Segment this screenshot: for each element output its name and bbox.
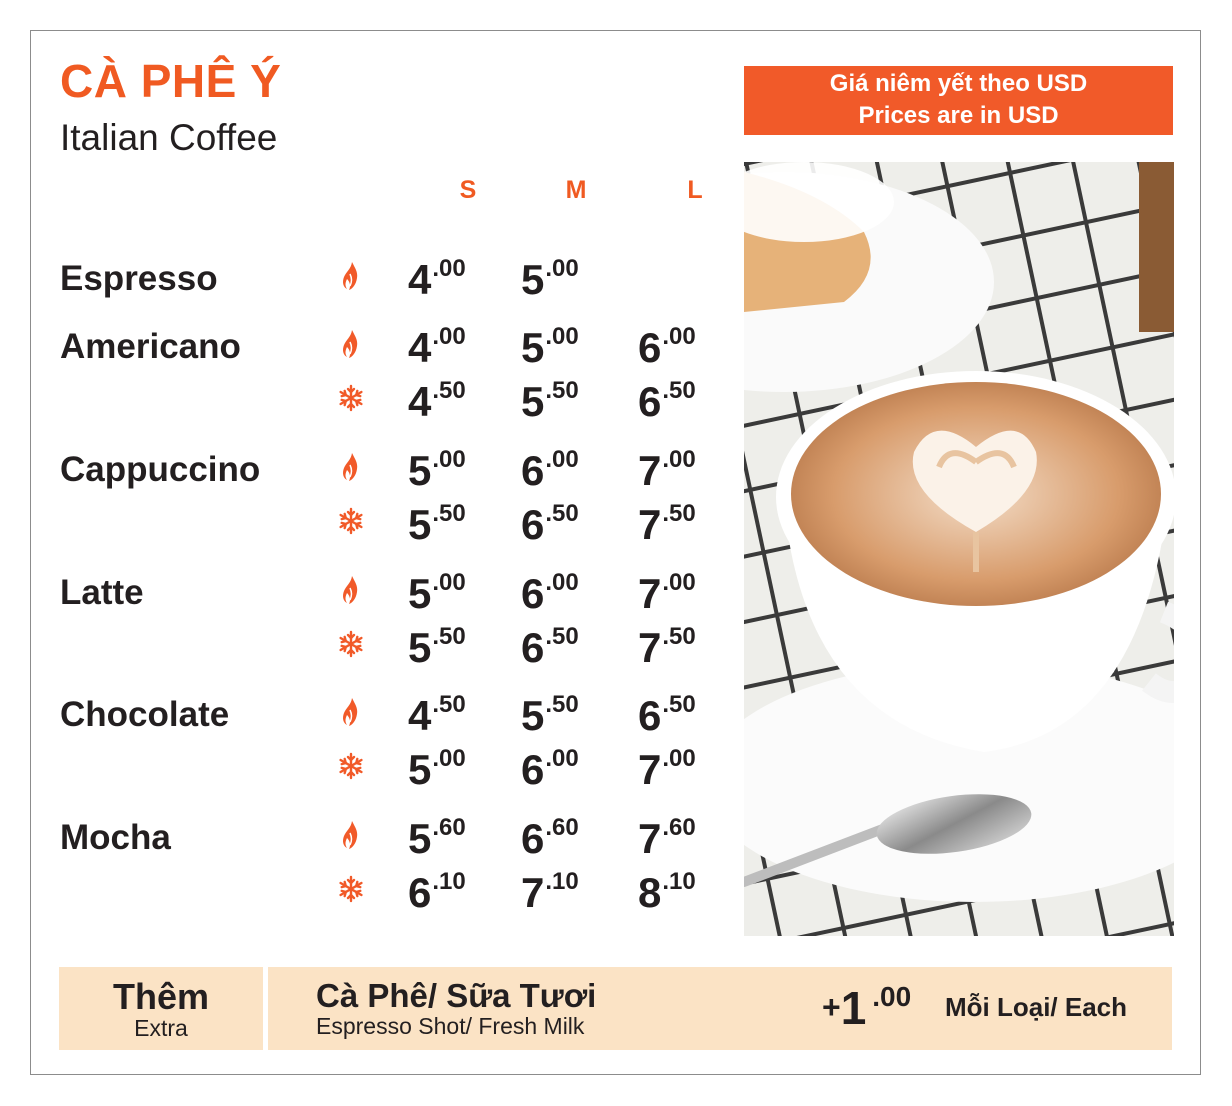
price-hot-m [521,691,579,739]
size-header-s: S [459,176,477,204]
price-fraction: .00 [662,323,696,350]
price-fraction: .50 [545,691,579,718]
price-fraction: .00 [662,446,696,473]
price-fraction: .00 [662,745,696,772]
price-fraction: .00 [432,745,466,772]
price-whole: 6 [521,570,545,617]
price-fraction: .50 [545,623,579,650]
price-iced-s [408,745,466,793]
price-iced-m [521,377,579,425]
snowflake-icon [336,381,366,415]
price-whole: 4 [408,324,432,371]
price-whole: 5 [521,378,545,425]
price-whole: 7 [638,570,662,617]
price-fraction: .00 [545,446,579,473]
extra-item-vn: Cà Phê/ Sữa Tươi [316,977,597,1014]
price-whole: 6 [638,324,662,371]
flame-icon [336,327,366,361]
price-iced-m [521,745,579,793]
price-whole: 8 [638,869,662,916]
price-fraction: .50 [545,377,579,404]
price-hot-m [521,814,579,862]
price-fraction: .00 [432,569,466,596]
price-hot-s [408,569,466,617]
price-whole: 5 [408,447,432,494]
flame-icon [336,450,366,484]
price-iced-l [638,500,696,548]
extra-price [822,981,912,1034]
price-whole: 5 [408,570,432,617]
menu-item-americano: Americano [60,327,241,366]
price-whole: 4 [408,378,432,425]
extra-price-whole: 1 [840,982,867,1034]
price-fraction: .60 [662,814,696,841]
price-iced-s [408,377,466,425]
price-hot-m [521,446,579,494]
size-header-m: M [565,176,587,204]
price-hot-l [638,814,696,862]
price-fraction: .00 [545,745,579,772]
price-fraction: .00 [662,569,696,596]
price-whole: 5 [521,324,545,371]
price-iced-s [408,868,466,916]
price-whole: 5 [408,746,432,793]
price-fraction: .60 [432,814,466,841]
price-whole: 7 [521,869,545,916]
menu-subtitle: Italian Coffee [60,117,278,158]
price-whole: 4 [408,692,432,739]
price-fraction: .00 [432,446,466,473]
flame-icon [336,573,366,607]
price-fraction: .10 [662,868,696,895]
price-fraction: .50 [432,691,466,718]
menu-item-chocolate: Chocolate [60,695,230,734]
extra-label-en: Extra [134,1015,188,1041]
extra-item-box [268,967,1172,1050]
price-whole: 6 [408,869,432,916]
price-fraction: .00 [545,323,579,350]
price-fraction: .50 [432,377,466,404]
price-whole: 5 [521,692,545,739]
snowflake-icon [336,504,366,538]
currency-notice [744,66,1173,135]
price-iced-s [408,623,466,671]
currency-notice-vn: Giá niêm yết theo USD [829,70,1088,97]
price-fraction: .00 [432,323,466,350]
price-hot-m [521,255,579,303]
price-whole: 4 [408,256,432,303]
price-fraction: .50 [432,500,466,527]
price-whole: 5 [408,815,432,862]
price-hot-m [521,569,579,617]
price-iced-s [408,500,466,548]
price-whole: 6 [521,815,545,862]
price-hot-m [521,323,579,371]
price-iced-l [638,623,696,671]
price-fraction: .50 [662,500,696,527]
price-fraction: .50 [432,623,466,650]
extra-price-fraction: .00 [872,981,912,1012]
price-whole: 5 [408,624,432,671]
price-iced-m [521,868,579,916]
price-hot-s [408,814,466,862]
price-whole: 5 [408,501,432,548]
menu-item-mocha: Mocha [60,818,171,857]
price-hot-l [638,569,696,617]
price-fraction: .50 [545,500,579,527]
price-iced-l [638,377,696,425]
price-iced-m [521,500,579,548]
price-whole: 6 [638,378,662,425]
currency-notice-en: Prices are in USD [858,102,1059,129]
price-hot-s [408,691,466,739]
price-hot-l [638,446,696,494]
price-whole: 6 [521,624,545,671]
price-whole: 5 [521,256,545,303]
snowflake-icon [336,872,366,906]
price-whole: 6 [521,501,545,548]
snowflake-icon [336,627,366,661]
price-fraction: .50 [662,691,696,718]
menu-item-latte: Latte [60,573,144,612]
price-whole: 7 [638,447,662,494]
price-fraction: .00 [545,255,579,282]
price-fraction: .10 [545,868,579,895]
extra-label-vn: Thêm [112,976,209,1017]
price-hot-s [408,323,466,371]
price-whole: 7 [638,746,662,793]
cappuccino-photo [744,162,1174,936]
menu-item-espresso: Espresso [60,259,218,298]
price-whole: 6 [638,692,662,739]
price-fraction: .10 [432,868,466,895]
price-whole: 7 [638,815,662,862]
price-whole: 7 [638,624,662,671]
flame-icon [336,695,366,729]
price-hot-s [408,255,466,303]
price-hot-s [408,446,466,494]
price-hot-l [638,691,696,739]
price-fraction: .50 [662,377,696,404]
price-iced-l [638,745,696,793]
price-fraction: .00 [432,255,466,282]
price-fraction: .60 [545,814,579,841]
snowflake-icon [336,749,366,783]
price-iced-l [638,868,696,916]
price-whole: 6 [521,746,545,793]
extra-price-unit: Mỗi Loại/ Each [945,992,1128,1022]
menu-item-cappuccino: Cappuccino [60,450,261,489]
extra-item-en: Espresso Shot/ Fresh Milk [316,1013,585,1039]
price-fraction: .50 [662,623,696,650]
price-whole: 7 [638,501,662,548]
menu-title: CÀ PHÊ Ý [60,55,282,107]
price-iced-m [521,623,579,671]
flame-icon [336,818,366,852]
extra-label-box [59,967,263,1050]
price-fraction: .00 [545,569,579,596]
size-header-l: L [687,176,703,204]
extra-price-plus: + [822,989,841,1025]
price-whole: 6 [521,447,545,494]
flame-icon [336,259,366,293]
price-hot-l [638,323,696,371]
